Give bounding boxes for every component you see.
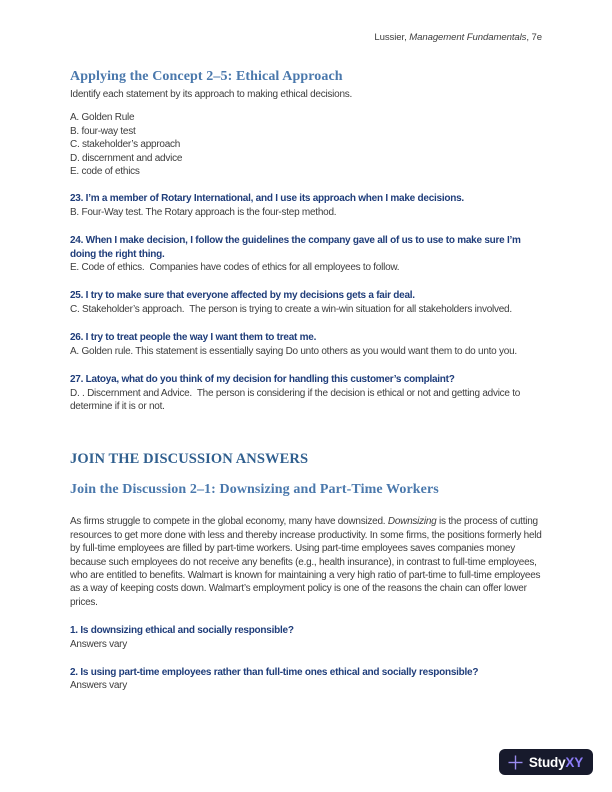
qa-question: 2. Is using part-time employees rather than full-time ones ethical and socially responsible? — [70, 666, 479, 678]
section-heading-join-discussion-answers: JOIN THE DISCUSSION ANSWERS — [70, 451, 309, 468]
qa-question: 23. I’m a member of Rotary International, and I use its approach when I make decisions. — [70, 193, 464, 205]
option-item-a: A. Golden Rule — [70, 112, 135, 124]
qa-block-23 — [70, 192, 542, 219]
paragraph-text-start: As firms struggle to compete in the global economy, many have downsized. — [70, 516, 388, 528]
page-header — [70, 32, 542, 43]
qa-block-26 — [70, 331, 542, 358]
answer-options-list — [70, 111, 542, 178]
option-item-e: E. code of ethics — [70, 166, 140, 178]
qa-answer: E. Code of ethics. Companies have codes of ethics for all employees to follow. — [70, 262, 400, 274]
section-subheading-downsizing: Join the Discussion 2–1: Downsizing and Part-Time Workers — [70, 482, 439, 498]
qa-block-25 — [70, 289, 542, 316]
paragraph-term-downsizing: Downsizing — [387, 516, 437, 528]
section-heading-applying-concept: Applying the Concept 2–5: Ethical Approach — [70, 69, 343, 84]
header-edition: , 7e — [526, 32, 542, 43]
qa-question: 26. I try to treat people the way I want them to treat me. — [70, 332, 317, 344]
option-item-d: D. discernment and advice — [70, 152, 183, 164]
qa-question: 27. Latoya, what do you think of my decision for handling this customer’s complaint? — [70, 374, 455, 386]
logo-wordmark — [529, 755, 583, 770]
qa-block-discussion-2 — [70, 666, 542, 693]
qa-answer: D. . Discernment and Advice. The person is considering if the decision is ethical or not and getting advice to determine if it is or not. — [70, 387, 523, 412]
logo-text-xy: XY — [565, 754, 583, 770]
paragraph-text-end: is the process of cutting resources to get more done with less and thereby increase productivity. In some firms, the positions formerly held by full-time employees are filled by part-time workers. Using part-time employees saves companies money because such employees do not receive any benefits (e.g., health insurance), in contrast to full-time employees, who are entitled to benefits. Walmart is known for maintaining a very high ratio of part-time to full-time employees as a way of keeping costs down. Walmart’s employment policy is one of the reasons the chain can offer lower prices. — [70, 516, 542, 608]
logo-text-study: Study — [528, 754, 566, 770]
qa-answer: A. Golden rule. This statement is essentially saying Do unto others as you would want them to do unto you. — [70, 345, 517, 357]
header-book-title: Management Fundamentals — [409, 32, 527, 43]
studyxy-logo-badge — [499, 749, 593, 775]
qa-answer: C. Stakeholder’s approach. The person is trying to create a win-win situation for all stakeholders involved. — [70, 303, 512, 315]
option-item-c: C. stakeholder’s approach — [70, 139, 181, 151]
option-item-b: B. four-way test — [70, 125, 136, 137]
qa-question: 24. When I make decision, I follow the guidelines the company gave all of us to use to make sure I’m doing the right thing. — [70, 235, 521, 260]
qa-block-27 — [70, 373, 542, 413]
qa-answer: Answers vary — [70, 638, 128, 650]
qa-answer: B. Four-Way test. The Rotary approach is the four-step method. — [70, 206, 337, 218]
header-author: Lussier, — [374, 32, 410, 43]
section-intro: Identify each statement by its approach to making ethical decisions. — [70, 89, 353, 100]
discussion-paragraph — [70, 515, 542, 609]
qa-question: 1. Is downsizing ethical and socially responsible? — [70, 625, 294, 637]
plus-icon — [507, 754, 524, 771]
qa-answer: Answers vary — [70, 680, 128, 692]
qa-question: 25. I try to make sure that everyone affected by my decisions gets a fair deal. — [70, 290, 415, 302]
qa-block-discussion-1 — [70, 624, 542, 651]
qa-block-24 — [70, 234, 542, 274]
